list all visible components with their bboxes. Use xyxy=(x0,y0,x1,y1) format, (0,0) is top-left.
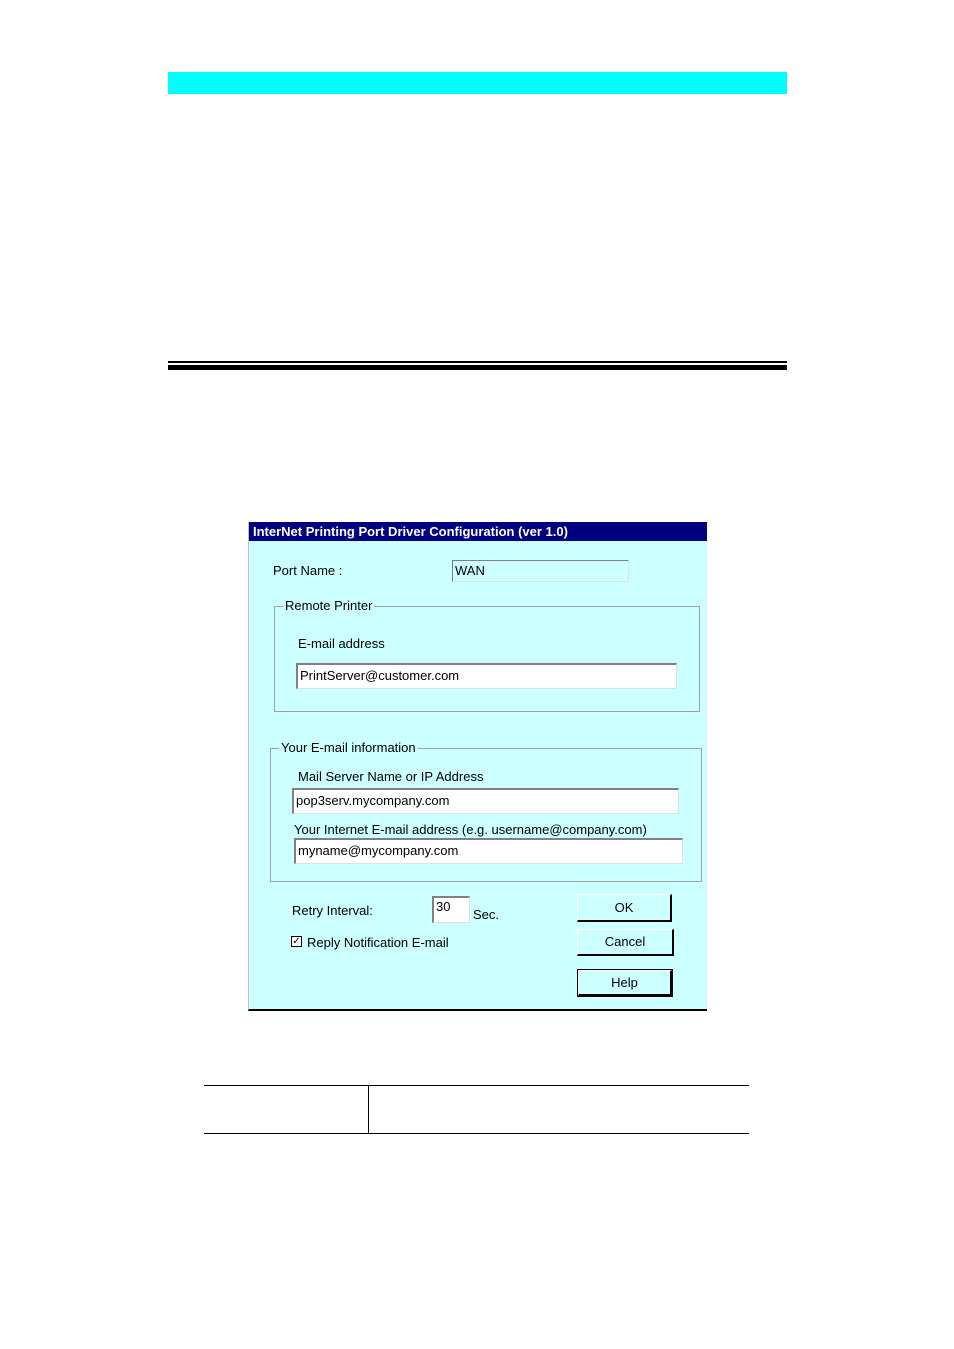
retry-interval-label: Retry Interval: xyxy=(292,903,373,918)
ok-button[interactable]: OK xyxy=(577,894,672,922)
port-name-field[interactable]: WAN xyxy=(452,560,629,582)
port-name-label: Port Name : xyxy=(273,563,343,578)
mail-server-label: Mail Server Name or IP Address xyxy=(298,769,484,784)
your-email-info-legend: Your E-mail information xyxy=(281,740,416,755)
retry-interval-input[interactable]: 30 xyxy=(432,896,470,923)
reply-notification-label[interactable]: Reply Notification E-mail xyxy=(307,935,449,950)
port-driver-config-dialog xyxy=(248,522,707,1011)
table-bottom-rule xyxy=(204,1133,749,1134)
header-band xyxy=(168,72,787,94)
table-column-divider xyxy=(368,1085,369,1134)
table-top-rule xyxy=(204,1085,749,1086)
remote-email-input[interactable]: PrintServer@customer.com xyxy=(296,663,677,689)
remote-email-label: E-mail address xyxy=(298,636,385,651)
remote-printer-group xyxy=(274,598,700,712)
internet-email-label: Your Internet E-mail address (e.g. username@company.com) xyxy=(294,822,647,837)
checkmark-icon: ✓ xyxy=(292,936,301,947)
reply-notification-checkbox[interactable] xyxy=(291,936,302,947)
mail-server-input[interactable]: pop3serv.mycompany.com xyxy=(292,788,679,814)
help-button[interactable]: Help xyxy=(578,970,672,996)
remote-printer-legend: Remote Printer xyxy=(285,598,373,613)
dialog-title-bar[interactable]: InterNet Printing Port Driver Configuration (ver 1.0) xyxy=(249,522,707,541)
section-rule-thin xyxy=(168,361,787,363)
section-rule-thick xyxy=(168,365,787,370)
internet-email-input[interactable]: myname@mycompany.com xyxy=(294,838,683,864)
retry-unit-label: Sec. xyxy=(473,907,500,922)
cancel-button[interactable]: Cancel xyxy=(577,929,674,956)
